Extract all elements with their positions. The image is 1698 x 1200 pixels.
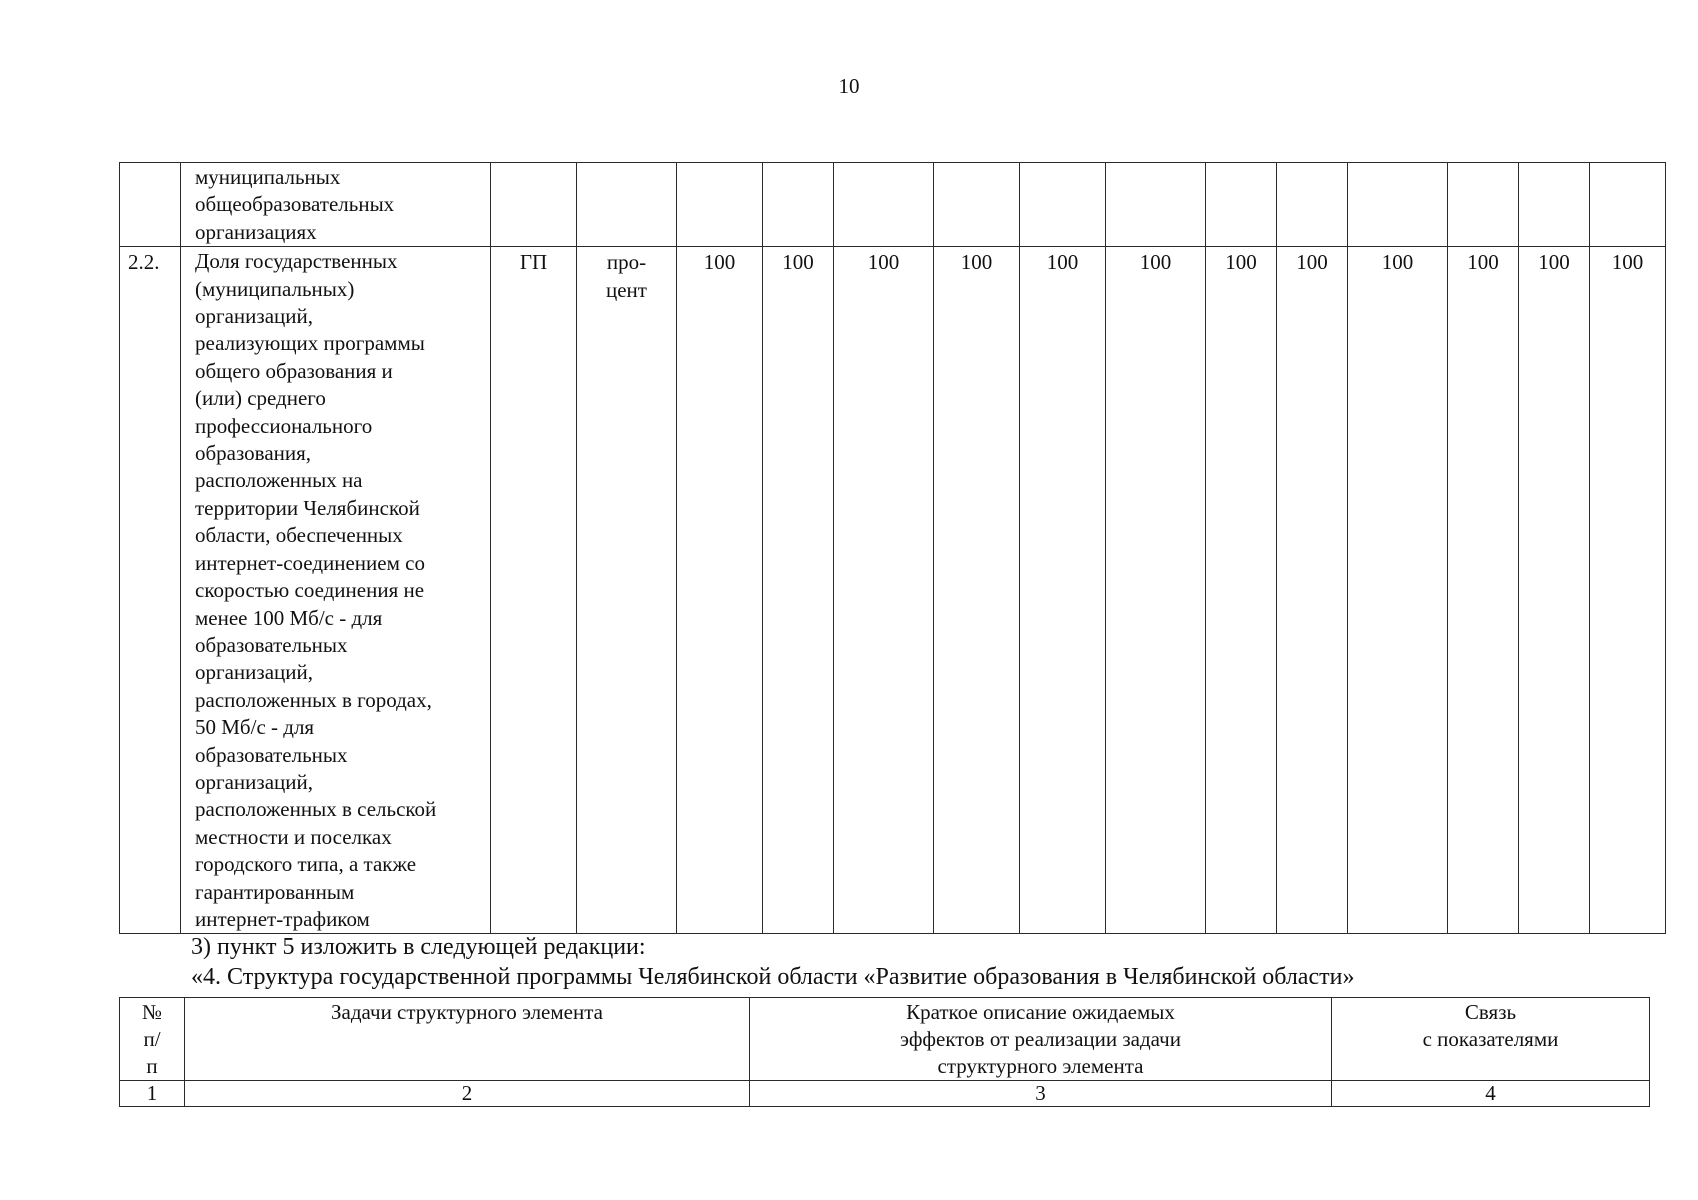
cell-empty [934,163,1020,247]
cell-value: 100 [1206,247,1277,934]
page-number: 10 [838,74,860,98]
table-header-row [120,998,1650,1081]
cell-empty [491,163,577,247]
cell-empty [677,163,763,247]
indicator-name-line: образовательных [195,632,348,657]
cell-empty [763,163,834,247]
header-number-line: п [146,1054,158,1078]
header-link [1332,998,1650,1081]
indicator-name-line: менее 100 Мб/с - для [195,605,383,630]
cell-value: 100 [1590,247,1666,934]
header-number-line: № [141,1000,163,1024]
cell-value: 100 [834,247,934,934]
cell-indicator-name [181,163,491,247]
structure-table [119,997,1650,1107]
header-effects-line: структурного элемента [937,1054,1144,1078]
indicator-name-line: муниципальных [195,165,341,189]
cell-number: 2.2. [120,247,181,934]
cell-level: ГП [491,247,577,934]
header-link-line: Связь [1464,1000,1517,1024]
column-index: 3 [750,1081,1332,1107]
table-index-row [120,1081,1650,1107]
indicator-name-line: скоростью соединения не [195,578,425,603]
unit-line: цент [606,277,647,302]
header-number-line: п/ [143,1027,161,1051]
column-index: 2 [185,1081,750,1107]
header-link-line: с показателями [1422,1027,1559,1051]
cell-empty [834,163,934,247]
amendment-text: 3) пункт 5 изложить в следующей редакции: [191,934,646,960]
cell-value: 100 [934,247,1020,934]
indicator-name-line: расположенных в сельской [195,797,437,822]
indicator-name-line: организаций, [195,304,313,329]
cell-indicator-name [181,247,491,934]
cell-value: 100 [677,247,763,934]
indicator-name-line: профессионального [195,413,373,438]
column-index: 4 [1332,1081,1650,1107]
cell-empty [1448,163,1519,247]
indicator-name-line: организаций, [195,769,313,794]
indicator-name-line: общего образования и [195,358,393,383]
cell-value: 100 [1348,247,1448,934]
section-heading: «4. Структура государственной программы Челябинской области «Развитие образования в Челябинской области» [191,964,1355,990]
indicator-name-line: расположенных на [195,468,363,493]
cell-value: 100 [1448,247,1519,934]
cell-empty [1348,163,1448,247]
header-effects [750,998,1332,1081]
indicator-name-line: области, обеспеченных [195,523,403,548]
indicator-name-line: реализующих программы [195,331,425,356]
cell-number [120,163,181,247]
cell-value: 100 [1020,247,1106,934]
indicator-name-line: 50 Мб/с - для [195,715,315,740]
indicator-name-line: организациях [195,219,317,244]
indicator-name-line: интернет-соединением со [195,550,425,575]
indicator-name-line: образовательных [195,742,348,767]
cell-empty [1106,163,1206,247]
indicator-name-line: городского типа, а также [195,852,417,877]
indicator-table [119,162,1666,934]
cell-value: 100 [1277,247,1348,934]
cell-empty [1519,163,1590,247]
header-effects-line: эффектов от реализации задачи [900,1027,1181,1051]
header-effects-line: Краткое описание ожидаемых [906,1000,1175,1024]
indicator-name-line: территории Челябинской [195,495,420,520]
header-tasks: Задачи структурного элемента [185,998,750,1081]
header-number [120,998,185,1081]
cell-empty [1206,163,1277,247]
indicator-name-line: интернет-трафиком [195,906,370,931]
cell-empty [1590,163,1666,247]
indicator-name-line: гарантированным [195,879,355,904]
indicator-name-line: организаций, [195,660,313,685]
cell-empty [1020,163,1106,247]
cell-empty [577,163,677,247]
indicator-name-line: Доля государственных [195,249,398,274]
cell-value: 100 [1106,247,1206,934]
cell-value: 100 [763,247,834,934]
indicator-name-line: общеобразовательных [195,192,395,217]
indicator-name-line: местности и поселках [195,824,392,849]
cell-value: 100 [1519,247,1590,934]
indicator-name-line: образования, [195,441,312,466]
unit-line: про- [606,250,647,275]
indicator-name-line: (или) среднего [195,386,326,411]
table-row-2-2 [120,247,1666,934]
indicator-name-line: (муниципальных) [195,276,355,301]
indicator-name-line: расположенных в городах, [195,687,432,712]
column-index: 1 [120,1081,185,1107]
cell-empty [1277,163,1348,247]
cell-unit [577,247,677,934]
table-row-continuation [120,163,1666,247]
